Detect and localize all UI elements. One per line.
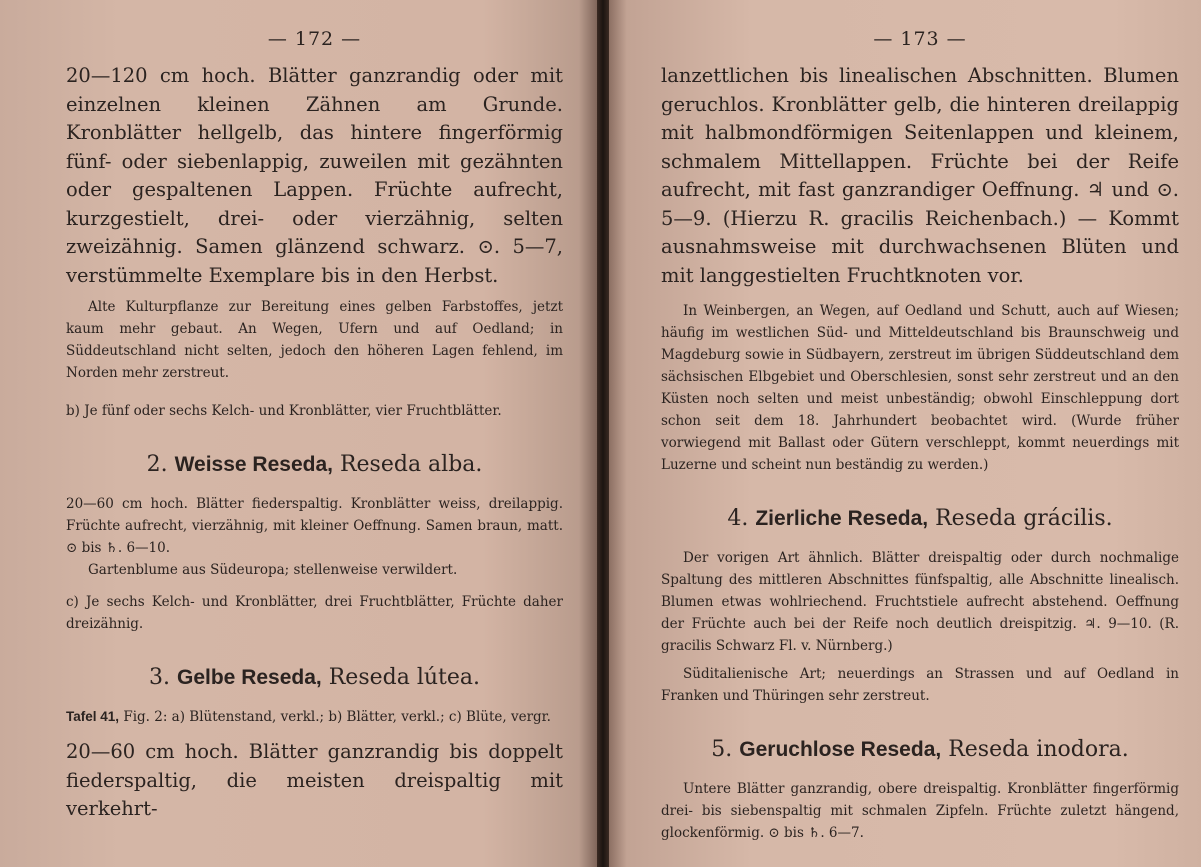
species-5-german-name: Geruchlose Reseda, (739, 738, 942, 761)
plate-label: Tafel 41, (66, 709, 120, 724)
left-paragraph-1: 20—120 cm hoch. Blätter ganzrandig oder mit einzelnen kleinen Zähnen am Grunde. Kronblätter hellgelb, das hintere fingerförmig fünf- oder siebenlappig, zuweilen mit gezähnten oder gespaltenen Lappen. Früchte aufrecht, kurzgestielt, drei- oder vierzähnig, selten zweizähnig. Samen glänzend schwarz. ⊙. 5—7, verstümmelte Exemplare bis in den Herbst. (66, 64, 563, 287)
species-4-note: Süditalienische Art; neuerdings an Strassen und auf Oedland in Franken und Thüringen sehr zerstreut. (661, 666, 1179, 704)
species-2-number: 2. (146, 452, 168, 477)
species-2-german-name: Weisse Reseda, (174, 453, 333, 476)
species-4-number: 4. (727, 506, 749, 531)
species-4-german-name: Zierliche Reseda, (755, 507, 929, 530)
page-number-right: — 173 — (873, 28, 967, 50)
left-paragraph-3: 20—60 cm hoch. Blätter ganzrandig bis doppelt fiederspaltig, die meisten dreispaltig mit verkehrt- (66, 740, 563, 820)
species-5-number: 5. (711, 737, 733, 762)
species-5-description: Untere Blätter ganzrandig, obere dreispaltig. Kronblätter fingerförmig drei- bis siebenspaltig mit schmalen Zipfeln. Früchte zuletzt hängend, glockenförmig. ⊙ bis ♄. 6—7. (661, 781, 1179, 841)
plate-reference (66, 706, 563, 728)
right-note-1: In Weinbergen, an Wegen, auf Oedland und Schutt, auch auf Wiesen; häufig im westlichen Süd- und Mitteldeutschland bis Braunschweig und Magdeburg sowie in Südbayern, zerstreut im übrigen Süddeutschland dem sächsischen Elbgebiet und Oberschlesien, sonst sehr zerstreut und an den Küsten noch selten und meist unbeständig; obwohl Einschleppung dort schon seit dem 18. Jahrhundert beobachtet wird. (Wurde früher vorwiegend mit Ballast oder Gütern verschleppt, kommt neuerdings mit Luzerne und scheint nun beständig zu werden.) (661, 303, 1179, 473)
book-gutter (597, 0, 609, 867)
page-number-left: — 172 — (267, 28, 362, 50)
species-heading-4 (661, 506, 1179, 531)
section-c-heading: c) Je sechs Kelch- und Kronblätter, drei Fruchtblätter, Früchte daher dreizähnig. (66, 594, 563, 632)
species-2-latin-name: Reseda alba. (339, 452, 483, 477)
species-3-german-name: Gelbe Reseda, (177, 666, 322, 689)
species-heading-5 (661, 737, 1179, 762)
right-paragraph-1: lanzettlichen bis linealischen Abschnitten. Blumen geruchlos. Kronblätter gelb, die hinteren dreilappig mit halbmondförmigen Seitenlappen und kleinem, schmalem Mittellappen. Früchte bei der Reife aufrecht, mit fast ganzrandiger Oeffnung. ♃ und ⊙. 5—9. (Hierzu R. gracilis Reichenbach.) — Kommt ausnahmsweise mit durchwachsenen Blüten und mit langgestielten Fruchtknoten vor. (661, 64, 1179, 287)
section-b-heading: b) Je fünf oder sechs Kelch- und Kronblätter, vier Fruchtblätter. (66, 403, 502, 419)
left-note-1: Alte Kulturpflanze zur Bereitung eines gelben Farbstoffes, jetzt kaum mehr gebaut. An Wegen, Ufern und auf Oedland; in Süddeutschland nicht selten, jedoch den höheren Lagen fehlend, im Norden mehr zerstreut. (66, 299, 563, 381)
species-heading-3 (66, 665, 563, 690)
plate-text: Fig. 2: a) Blütenstand, verkl.; b) Blätter, verkl.; c) Blüte, vergr. (123, 709, 551, 725)
species-2-note: Gartenblume aus Südeuropa; stellenweise verwildert. (88, 562, 458, 578)
right-page (603, 0, 1201, 867)
species-4-latin-name: Reseda grácilis. (935, 506, 1113, 531)
species-4-description: Der vorigen Art ähnlich. Blätter dreispaltig oder durch nochmalige Spaltung des mittleren Abschnittes fünfspaltig, alle Abschnitte linealisch. Blumen etwas wohlriechend. Fruchtstiele aufrecht abstehend. Oeffnung der Früchte auch bei der Reife noch deutlich dreispitzig. ♃. 9—10. (R. gracilis Schwarz Fl. v. Nürnberg.) (661, 550, 1179, 654)
species-3-number: 3. (149, 665, 170, 690)
species-3-latin-name: Reseda lútea. (328, 665, 480, 690)
species-2-description: 20—60 cm hoch. Blätter fiederspaltig. Kronblätter weiss, dreilappig. Früchte aufrecht, vierzähnig, mit kleiner Oeffnung. Samen braun, matt. ⊙ bis ♄. 6—10. (66, 496, 563, 556)
species-heading-2 (66, 452, 563, 477)
species-5-latin-name: Reseda inodora. (948, 737, 1129, 762)
